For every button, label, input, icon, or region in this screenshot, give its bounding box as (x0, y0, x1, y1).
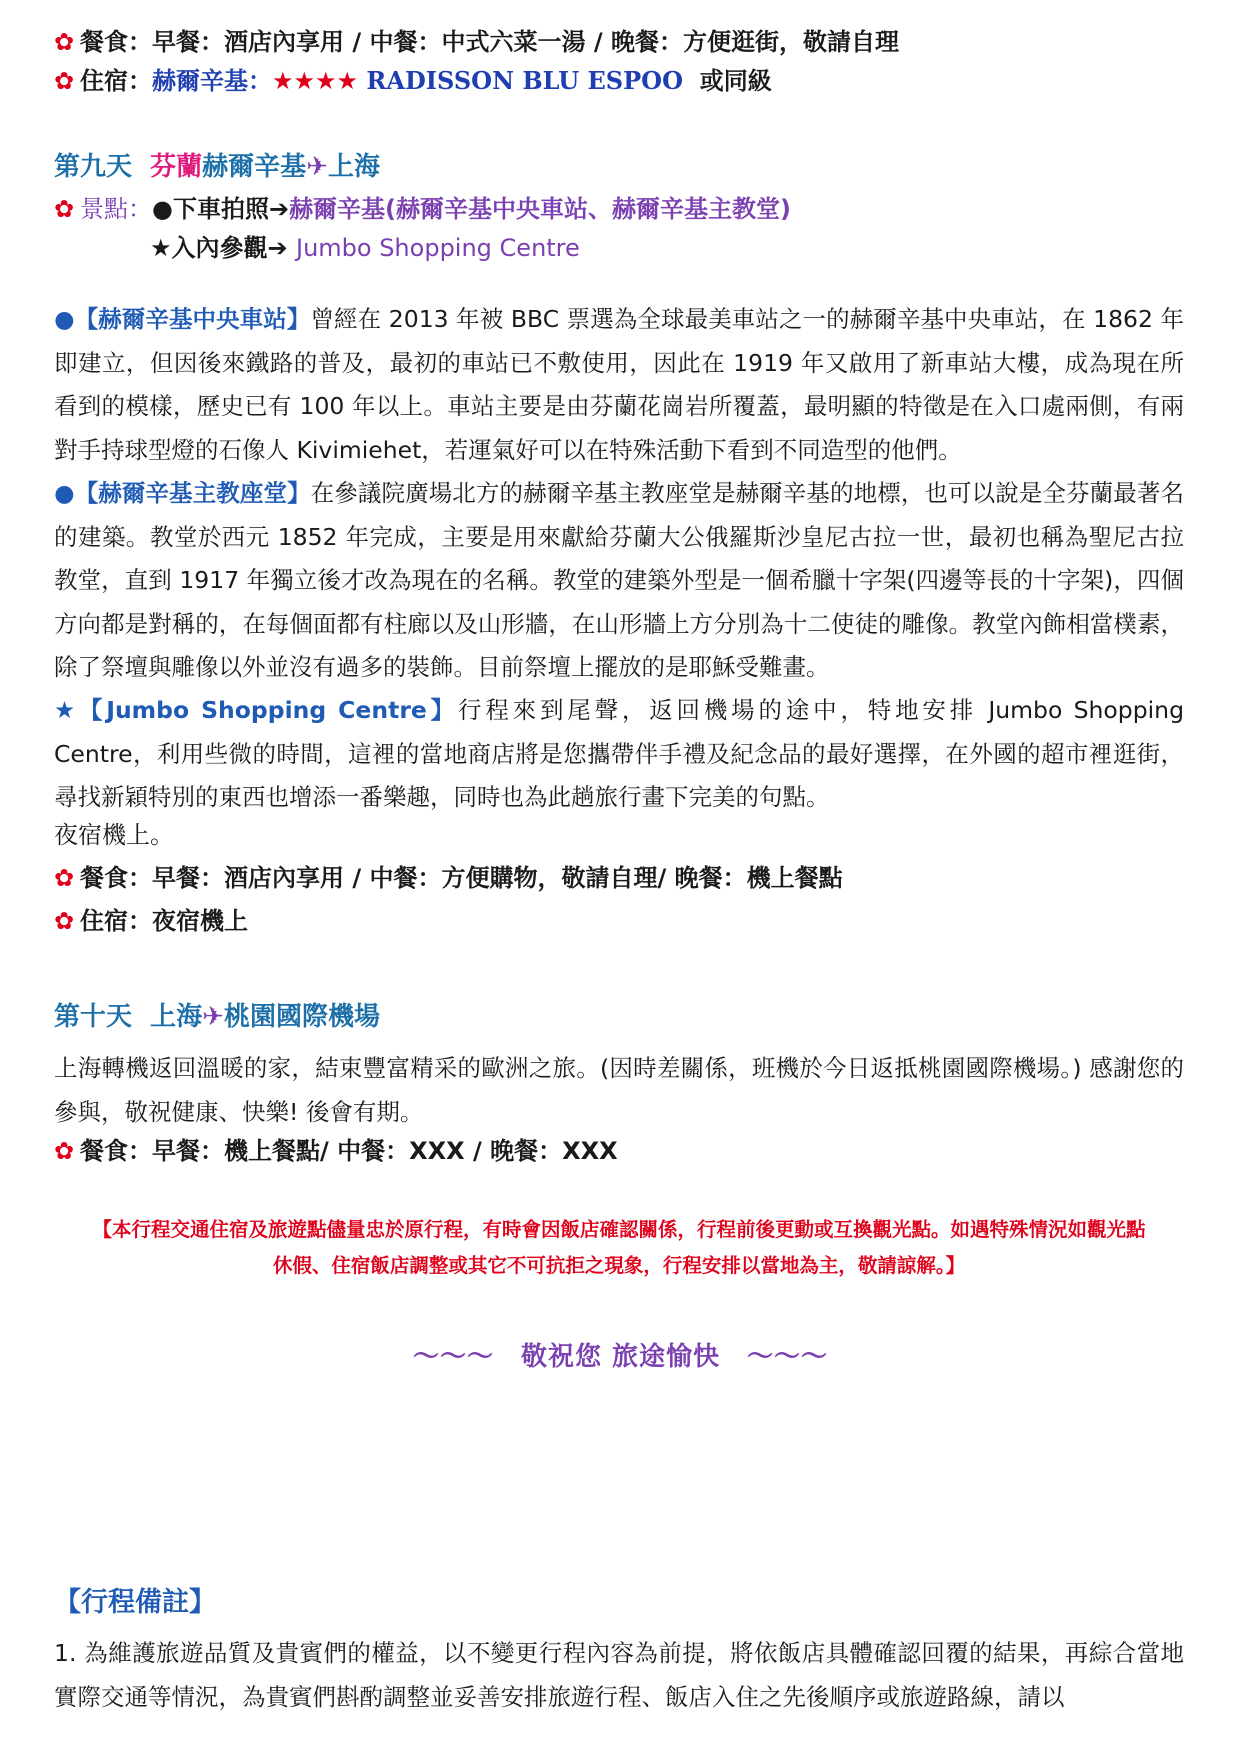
star-rating-icon: ★★★★ (272, 67, 359, 95)
flower-icon: ✿ (54, 907, 75, 935)
flower-icon: ✿ (54, 67, 75, 95)
flower-icon: ✿ (54, 1137, 75, 1165)
remarks-title: 【行程備註】 (54, 1587, 216, 1618)
day9-meals: ✿ 餐食：早餐：酒店內享用 / 中餐：方便購物，敬請自理/ 晚餐：機上餐點 (54, 864, 843, 892)
day10-body: 上海轉機返回溫暖的家，結束豐富精采的歐洲之旅。(因時差關係，班機於今日返抵桃園國際機場。) 感謝您的參與，敬祝健康、快樂! 後會有期。 (54, 1054, 1184, 1126)
farewell-message: ～～～ 敬祝您 旅途愉快 ～～～ (412, 1342, 829, 1372)
day9-overnight: 夜宿機上。 (54, 821, 174, 849)
airplane-icon: ✈ (306, 152, 328, 182)
day9-sights: ✿ 景點：●下車拍照➔赫爾辛基(赫爾辛基中央車站、赫爾辛基主教堂) (54, 195, 791, 223)
flower-icon: ✿ (54, 28, 75, 56)
airplane-icon: ✈ (202, 1002, 224, 1032)
paragraph-cathedral: ●【赫爾辛基主教座堂】在參議院廣場北方的赫爾辛基主教座堂是赫爾辛基的地標，也可以說是全芬蘭最著名的建築。教堂於西元 1852 年完成，主要是用來獻給芬蘭大公俄羅斯沙皇尼古拉一世，最初也稱為聖尼古拉教堂，直到 1917 年獨立後才改為現在的名稱。教堂的建築外型是一個希臘十字架(四邊等長的十字架)，四個方向都是對稱的，在每個面都有柱廊以及山形牆，在山形牆上方分別為十二使徒的雕像。教堂內飾相當樸素，除了祭壇與雕像以外並沒有過多的裝飾。目前祭壇上擺放的是耶穌受難畫。 (54, 479, 1184, 681)
sight1: 赫爾辛基(赫爾辛基中央車站、赫爾辛基主教堂) (289, 195, 791, 223)
hotel-city: 赫爾辛基： (152, 67, 272, 95)
day8-hotel: ✿ 住宿：赫爾辛基：★★★★ RADISSON BLU ESPOO 或同級 (54, 66, 772, 95)
paragraph-jumbo: ★【Jumbo Shopping Centre】行程來到尾聲，返回機場的途中，特地安排 Jumbo Shopping Centre，利用些微的時間，這裡的當地商店將是您攜帶伴手禮及紀念品的最好選擇，在外國的超市裡逛街，尋找新穎特別的東西也增添一番樂趣，同時也為此趟旅行畫下完美的句點。 (54, 696, 1184, 811)
paragraph-title: ●【赫爾辛基中央車站】 (54, 305, 311, 333)
paragraph-title: ●【赫爾辛基主教座堂】 (54, 479, 311, 507)
day10-meals: ✿ 餐食：早餐：機上餐點/ 中餐：XXX / 晚餐：XXX (54, 1137, 618, 1165)
remarks-item-1: 1. 為維護旅遊品質及貴賓們的權益，以不變更行程內容為前提，將依飯店具體確認回覆的結果，再綜合當地實際交通等情況，為貴賓們斟酌調整並妥善安排旅遊行程、飯店入住之先後順序或旅遊路線，請以 (54, 1639, 1184, 1711)
day10-heading: 第十天 上海✈桃園國際機場 (54, 1002, 380, 1032)
sight2: Jumbo Shopping Centre (295, 234, 580, 262)
paragraph-title: ★【Jumbo Shopping Centre】 (54, 696, 458, 724)
hotel-name: RADISSON BLU ESPOO (366, 66, 683, 95)
day9-heading: 第九天 芬蘭赫爾辛基✈上海 (54, 152, 380, 182)
itinerary-notice: 【本行程交通住宿及旅遊點儘量忠於原行程，有時會因飯店確認關係，行程前後更動或互換觀光點。如遇特殊情況如觀光點 休假、住宿飯店調整或其它不可抗拒之現象，行程安排以當地為主，敬請諒解。】 (92, 1218, 1146, 1277)
paragraph-central-station: ●【赫爾辛基中央車站】曾經在 2013 年被 BBC 票選為全球最美車站之一的赫爾辛基中央車站，在 1862 年即建立，但因後來鐵路的普及，最初的車站已不敷使用，因此在 1919 年又啟用了新車站大樓，成為現在所看到的模樣，歷史已有 100 年以上。車站主要是由芬蘭花崗岩所覆蓋，最明顯的特徵是在入口處兩側，有兩對手持球型燈的石像人 Kivimiehet，若運氣好可以在特殊活動下看到不同造型的他們。 (54, 305, 1184, 464)
day9-sight2: ★入內參觀➔ Jumbo Shopping Centre (150, 234, 580, 262)
day8-meals: ✿ 餐食：早餐：酒店內享用 / 中餐：中式六菜一湯 / 晚餐：方便逛街，敬請自理 (54, 28, 899, 56)
flower-icon: ✿ (54, 195, 75, 223)
day9-hotel: ✿ 住宿：夜宿機上 (54, 907, 248, 935)
flower-icon: ✿ (54, 864, 75, 892)
